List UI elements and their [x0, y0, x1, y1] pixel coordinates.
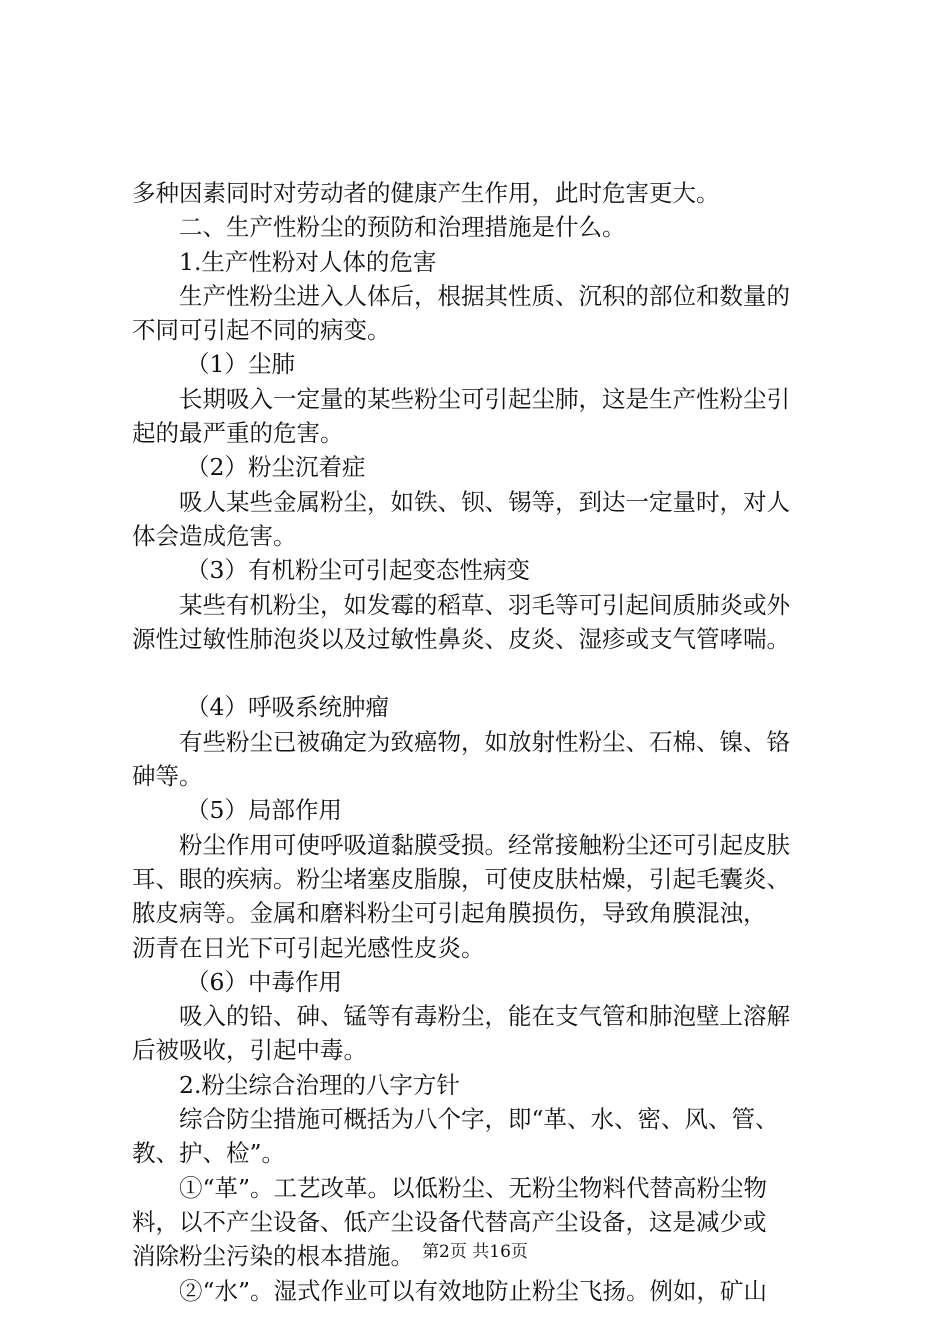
item-heading: （4）呼吸系统肿瘤	[186, 693, 389, 722]
section-heading: 二、生产性粉尘的预防和治理措施是什么。	[179, 213, 626, 242]
text-line: 粉尘作用可使呼吸道黏膜受损。经常接触粉尘还可引起皮肤	[179, 830, 790, 859]
text-line: 砷等。	[132, 762, 203, 791]
item-heading: （6）中毒作用	[186, 967, 342, 996]
item-heading: （3）有机粉尘可引起变态性病变	[186, 556, 530, 585]
text-line: 不同可引起不同的病变。	[132, 316, 391, 345]
text-line: 多种因素同时对劳动者的健康产生作用，此时危害更大。	[132, 179, 720, 207]
text-line: 吸人某些金属粉尘，如铁、钡、锡等，到达一定量时，对人	[179, 487, 790, 516]
text-line: 体会造成危害。	[132, 521, 297, 550]
text-line: 长期吸入一定量的某些粉尘可引起尘肺，这是生产性粉尘引	[179, 384, 790, 413]
text-line: 后被吸收，引起中毒。	[132, 1036, 367, 1065]
text-line: 脓皮病等。金属和磨料粉尘可引起角膜损伤，导致角膜混浊，	[132, 899, 767, 928]
text-line: 料，以不产尘设备、低产尘设备代替高产尘设备，这是减少或	[132, 1207, 767, 1236]
subsection-heading: 1.生产性粉对人体的危害	[179, 247, 437, 276]
text-line: 教、护、检”。	[132, 1139, 286, 1168]
text-line: 耳、眼的疾病。粉尘堵塞皮脂腺，可使皮肤枯燥，引起毛囊炎、	[132, 864, 790, 893]
paragraph-gap	[132, 656, 852, 690]
item-heading: （1）尘肺	[186, 350, 295, 379]
text-line: 有些粉尘已被确定为致癌物，如放射性粉尘、石棉、镍、铬	[179, 727, 790, 756]
text-line: 综合防尘措施可概括为八个字，即“革、水、密、风、管、	[179, 1105, 779, 1134]
text-line: 生产性粉尘进入人体后，根据其性质、沉积的部位和数量的	[179, 281, 790, 310]
document-body	[132, 176, 852, 1308]
item-heading: （5）局部作用	[186, 796, 342, 825]
text-line: 起的最严重的危害。	[132, 419, 344, 448]
text-line: ①“革”。工艺改革。以低粉尘、无粉尘物料代替高粉尘物	[179, 1173, 768, 1202]
text-line: 源性过敏性肺泡炎以及过敏性鼻炎、皮炎、湿疹或支气管哮喘。	[132, 624, 790, 653]
page-number-footer: 第2页 共16页	[422, 1242, 528, 1262]
text-line: 吸入的铅、砷、锰等有毒粉尘，能在支气管和肺泡壁上溶解	[179, 1002, 790, 1031]
subsection-heading: 2.粉尘综合治理的八字方针	[179, 1070, 460, 1099]
item-heading: （2）粉尘沉着症	[186, 453, 366, 482]
text-line: 消除粉尘污染的根本措施。	[132, 1242, 414, 1271]
text-line: 某些有机粉尘，如发霉的稻草、羽毛等可引起间质肺炎或外	[179, 590, 790, 619]
text-line: 沥青在日光下可引起光感性皮炎。	[132, 933, 485, 962]
text-line: ②“水”。湿式作业可以有效地防止粉尘飞扬。例如，矿山	[179, 1276, 768, 1305]
